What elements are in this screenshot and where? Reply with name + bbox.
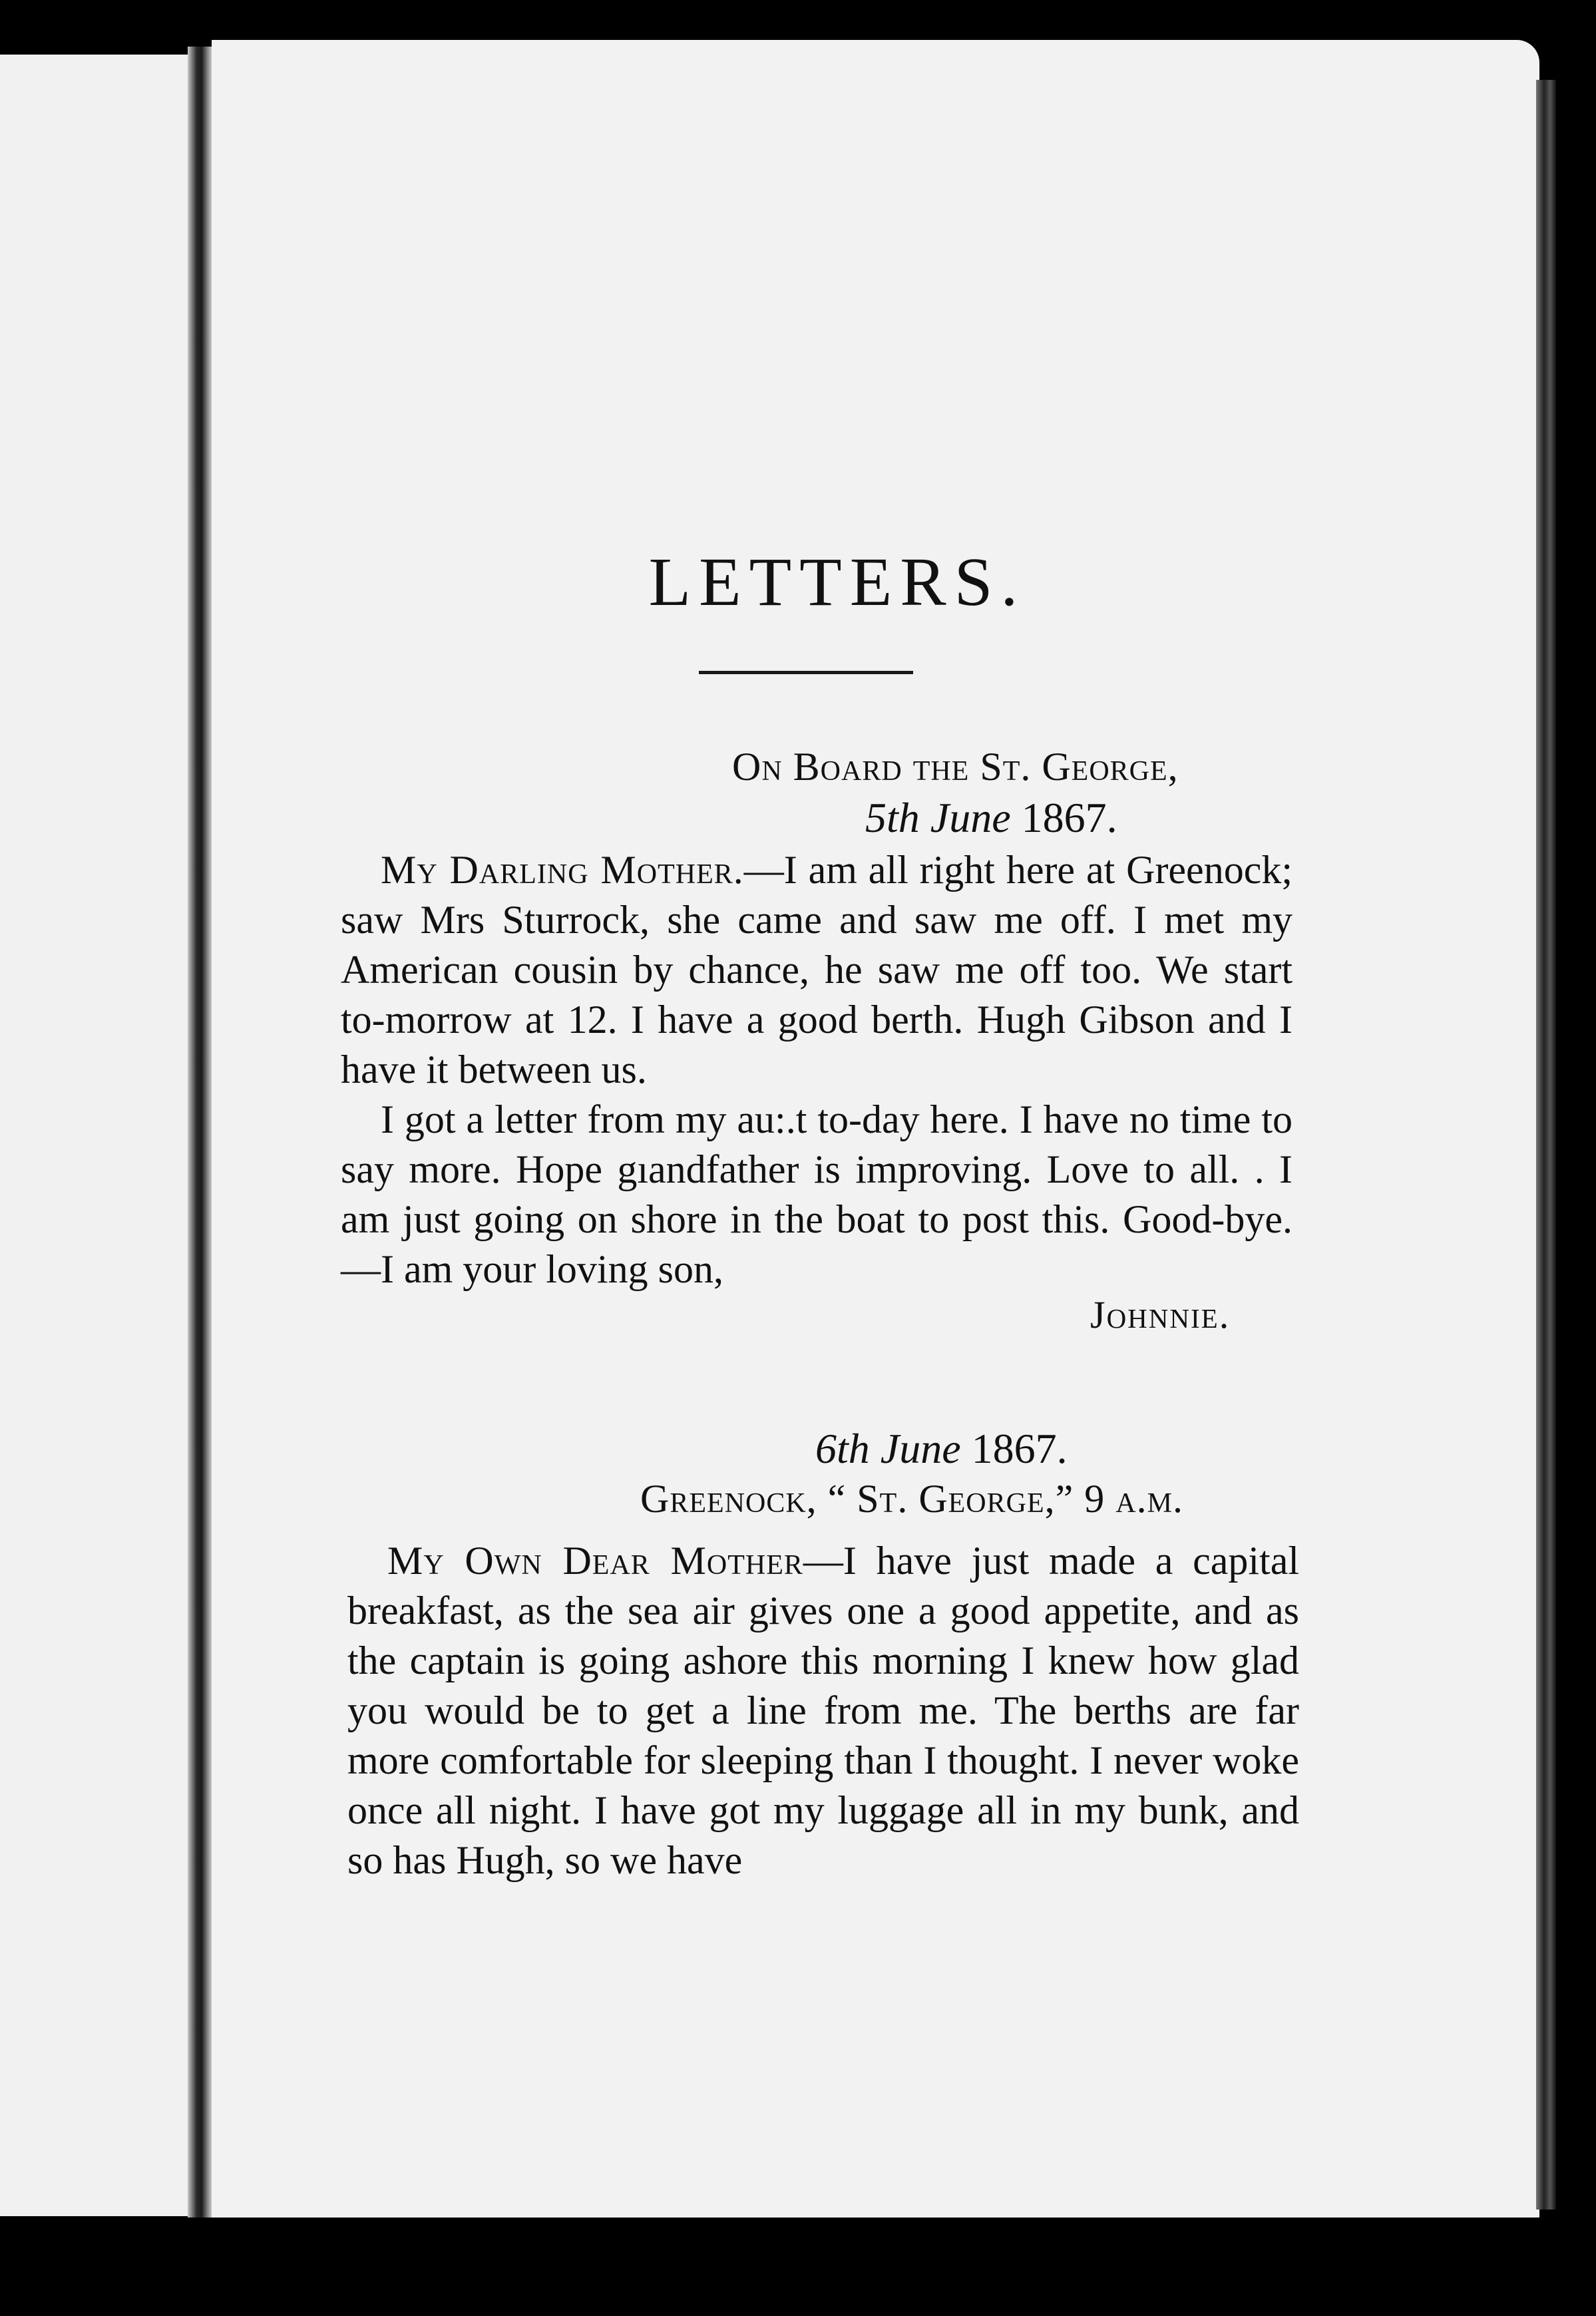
letter2-body-1: —I have just made a capital breakfast, as the sea air gives one a good appetite, and as the captain is going ashore this morning I knew how glad you would be to get a line from me. The berths are far more comfortable for sleeping than I thought. I never woke once all night. I have got my luggage all in my bunk, and so has Hugh, so we have bbox=[347, 1539, 1299, 1882]
letter2-date-day: 6th June bbox=[815, 1425, 961, 1472]
letter1-date-day: 5th June bbox=[865, 794, 1011, 841]
letter1-paragraph-2: I got a letter from my au:.t to-day here. I have no time to say more. Hope gıandfather is improving. Love to all. . I am just going on shore in the boat to post this. Good-bye.—I am your loving son, bbox=[341, 1097, 1293, 1291]
letter1-place: On Board the St. George, bbox=[732, 745, 1179, 789]
letter2-place: Greenock, “ St. George,” 9 a.m. bbox=[640, 1477, 1183, 1521]
letter2-date bbox=[815, 1424, 1068, 1473]
letter1-salutation: My Darling Mother. bbox=[381, 848, 744, 892]
letter1-paragraph-1 bbox=[341, 845, 1293, 1095]
page-title: LETTERS. bbox=[648, 543, 1026, 620]
title-rule bbox=[699, 671, 913, 674]
letter1-date bbox=[865, 793, 1117, 843]
letter1-date-year: 1867. bbox=[1010, 794, 1117, 841]
letter2-paragraph-1 bbox=[347, 1536, 1299, 1885]
page-edge bbox=[1536, 80, 1556, 2210]
book-gutter bbox=[188, 47, 213, 2218]
facing-page bbox=[0, 55, 193, 2216]
letter2-date-year: 1867. bbox=[960, 1425, 1068, 1472]
letter1-body-1: —I am all right here at Greenock; saw Mrs Sturrock, she came and saw me off. I met my American cousin by chance, he saw me off too. We start to-morrow at 12. I have a good berth. Hugh Gibson and I have it between us. bbox=[341, 848, 1293, 1091]
letter1-signature: Johnnie. bbox=[1090, 1293, 1231, 1336]
letter2-salutation: My Own Dear Mother bbox=[387, 1539, 803, 1583]
